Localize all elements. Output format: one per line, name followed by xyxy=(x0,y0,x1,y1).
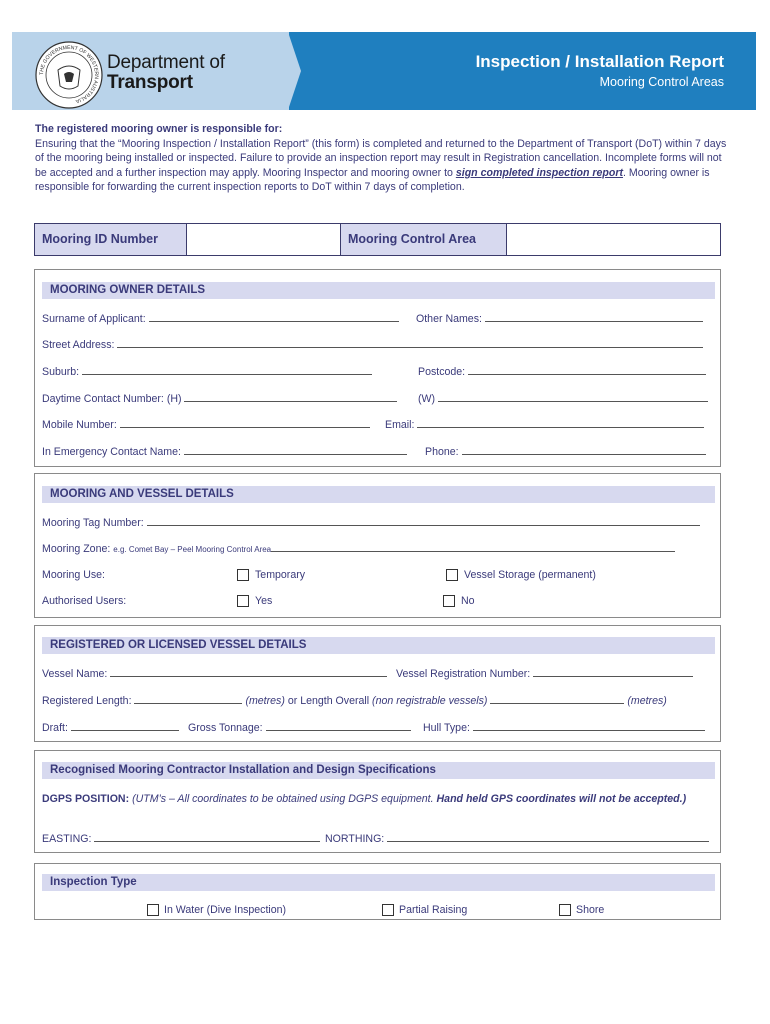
daytime-phone-field[interactable]: Daytime Contact Number: (H) xyxy=(42,392,397,405)
mooring-id-field[interactable] xyxy=(187,224,341,255)
shore-checkbox[interactable] xyxy=(559,904,571,916)
control-area-field[interactable] xyxy=(507,224,720,255)
emergency-phone-field[interactable]: Phone: xyxy=(425,445,706,458)
report-subtitle: Mooring Control Areas xyxy=(599,75,724,89)
street-address-field[interactable]: Street Address: xyxy=(42,338,703,351)
registered-vessel-section xyxy=(34,625,721,742)
temporary-label: Temporary xyxy=(255,569,306,581)
partial-raising-label: Partial Raising xyxy=(399,904,468,916)
postcode-field[interactable]: Postcode: xyxy=(418,365,706,378)
owner-details-section xyxy=(34,269,721,467)
shore-label: Shore xyxy=(576,904,605,916)
gross-tonnage-field[interactable]: Gross Tonnage: xyxy=(188,721,411,734)
draft-field[interactable]: Draft: xyxy=(42,721,179,734)
mooring-id-label: Mooring ID Number xyxy=(35,224,187,255)
government-seal-icon xyxy=(34,40,104,110)
suburb-field[interactable]: Suburb: xyxy=(42,365,372,378)
email-field[interactable]: Email: xyxy=(385,418,704,431)
inspection-type-section xyxy=(34,863,721,920)
work-phone-field[interactable]: (W) xyxy=(418,392,708,405)
other-names-field[interactable]: Other Names: xyxy=(416,312,703,325)
registered-vessel-heading: REGISTERED OR LICENSED VESSEL DETAILS xyxy=(42,637,715,654)
hull-type-field[interactable]: Hull Type: xyxy=(423,721,705,734)
mooring-vessel-section xyxy=(34,473,721,618)
users-yes-label: Yes xyxy=(255,595,273,607)
dept-name-line2: Transport xyxy=(107,72,193,93)
contractor-section xyxy=(34,750,721,853)
intro-text xyxy=(35,122,730,195)
inspection-type-heading: Inspection Type xyxy=(42,874,715,891)
in-water-checkbox[interactable] xyxy=(147,904,159,916)
header-banner xyxy=(12,32,756,110)
authorised-users-label: Authorised Users: xyxy=(42,595,127,607)
users-yes-checkbox[interactable] xyxy=(237,595,249,607)
vessel-storage-checkbox[interactable] xyxy=(446,569,458,581)
partial-raising-checkbox[interactable] xyxy=(382,904,394,916)
mooring-zone-example: e.g. Comet Bay – Peel Mooring Control Area xyxy=(113,545,272,554)
users-no-checkbox[interactable] xyxy=(443,595,455,607)
users-no-label: No xyxy=(461,595,475,607)
registered-length-field[interactable]: Registered Length: (metres) or Length Overall (non registrable vessels) (metres) xyxy=(42,695,667,707)
mooring-use-label: Mooring Use: xyxy=(42,569,105,581)
mooring-zone-field[interactable]: Mooring Zone: e.g. Comet Bay – Peel Mooring Control Area xyxy=(42,542,675,555)
intro-underlined: sign completed inspection report xyxy=(455,166,624,179)
report-title: Inspection / Installation Report xyxy=(475,52,724,71)
in-water-label: In Water (Dive Inspection) xyxy=(164,904,287,916)
contractor-heading: Recognised Mooring Contractor Installation and Design Specifications xyxy=(42,762,715,779)
vessel-name-field[interactable]: Vessel Name: xyxy=(42,667,387,680)
intro-body-b: . Mooring owner is responsible for forwarding the current inspection reports to DoT within 7 days of completion. xyxy=(35,166,710,194)
mooring-tag-field[interactable]: Mooring Tag Number: xyxy=(42,516,700,529)
control-area-label: Mooring Control Area xyxy=(341,224,507,255)
mobile-field[interactable]: Mobile Number: xyxy=(42,418,370,431)
northing-field[interactable]: NORTHING: xyxy=(325,832,709,845)
easting-field[interactable]: EASTING: xyxy=(42,832,320,845)
seal-text: THE GOVERNMENT OF WESTERN AUSTRALIA xyxy=(38,44,100,105)
mooring-vessel-heading: MOORING AND VESSEL DETAILS xyxy=(42,486,715,503)
surname-field[interactable]: Surname of Applicant: xyxy=(42,312,399,325)
intro-heading: The registered mooring owner is responsible for: xyxy=(35,123,283,135)
vessel-storage-label: Vessel Storage (permanent) xyxy=(464,569,596,581)
emergency-contact-field[interactable]: In Emergency Contact Name: xyxy=(42,445,407,458)
vessel-registration-field[interactable]: Vessel Registration Number: xyxy=(396,667,693,680)
intro-body-a: Ensuring that the “Mooring Inspection / Installation Report” (this form) is completed and returned to the Department of Transport (DoT) within 7 days of the mooring being installed or inspected. Failure to provide an inspection report may result in Registration cancellation. Incomplete forms will not be accepted and a further inspection may apply. Mooring Inspector and mooring owner to xyxy=(35,137,727,179)
dgps-position-note: DGPS POSITION: (UTM’s – All coordinates to be obtained using DGPS equipment. Hand held GPS coordinates will not be accepted.) xyxy=(42,793,687,805)
owner-details-heading: MOORING OWNER DETAILS xyxy=(42,282,715,299)
dept-name-line1: Department of xyxy=(107,52,225,73)
temporary-checkbox[interactable] xyxy=(237,569,249,581)
mooring-id-row xyxy=(34,223,721,256)
chevron-shape xyxy=(288,32,302,110)
